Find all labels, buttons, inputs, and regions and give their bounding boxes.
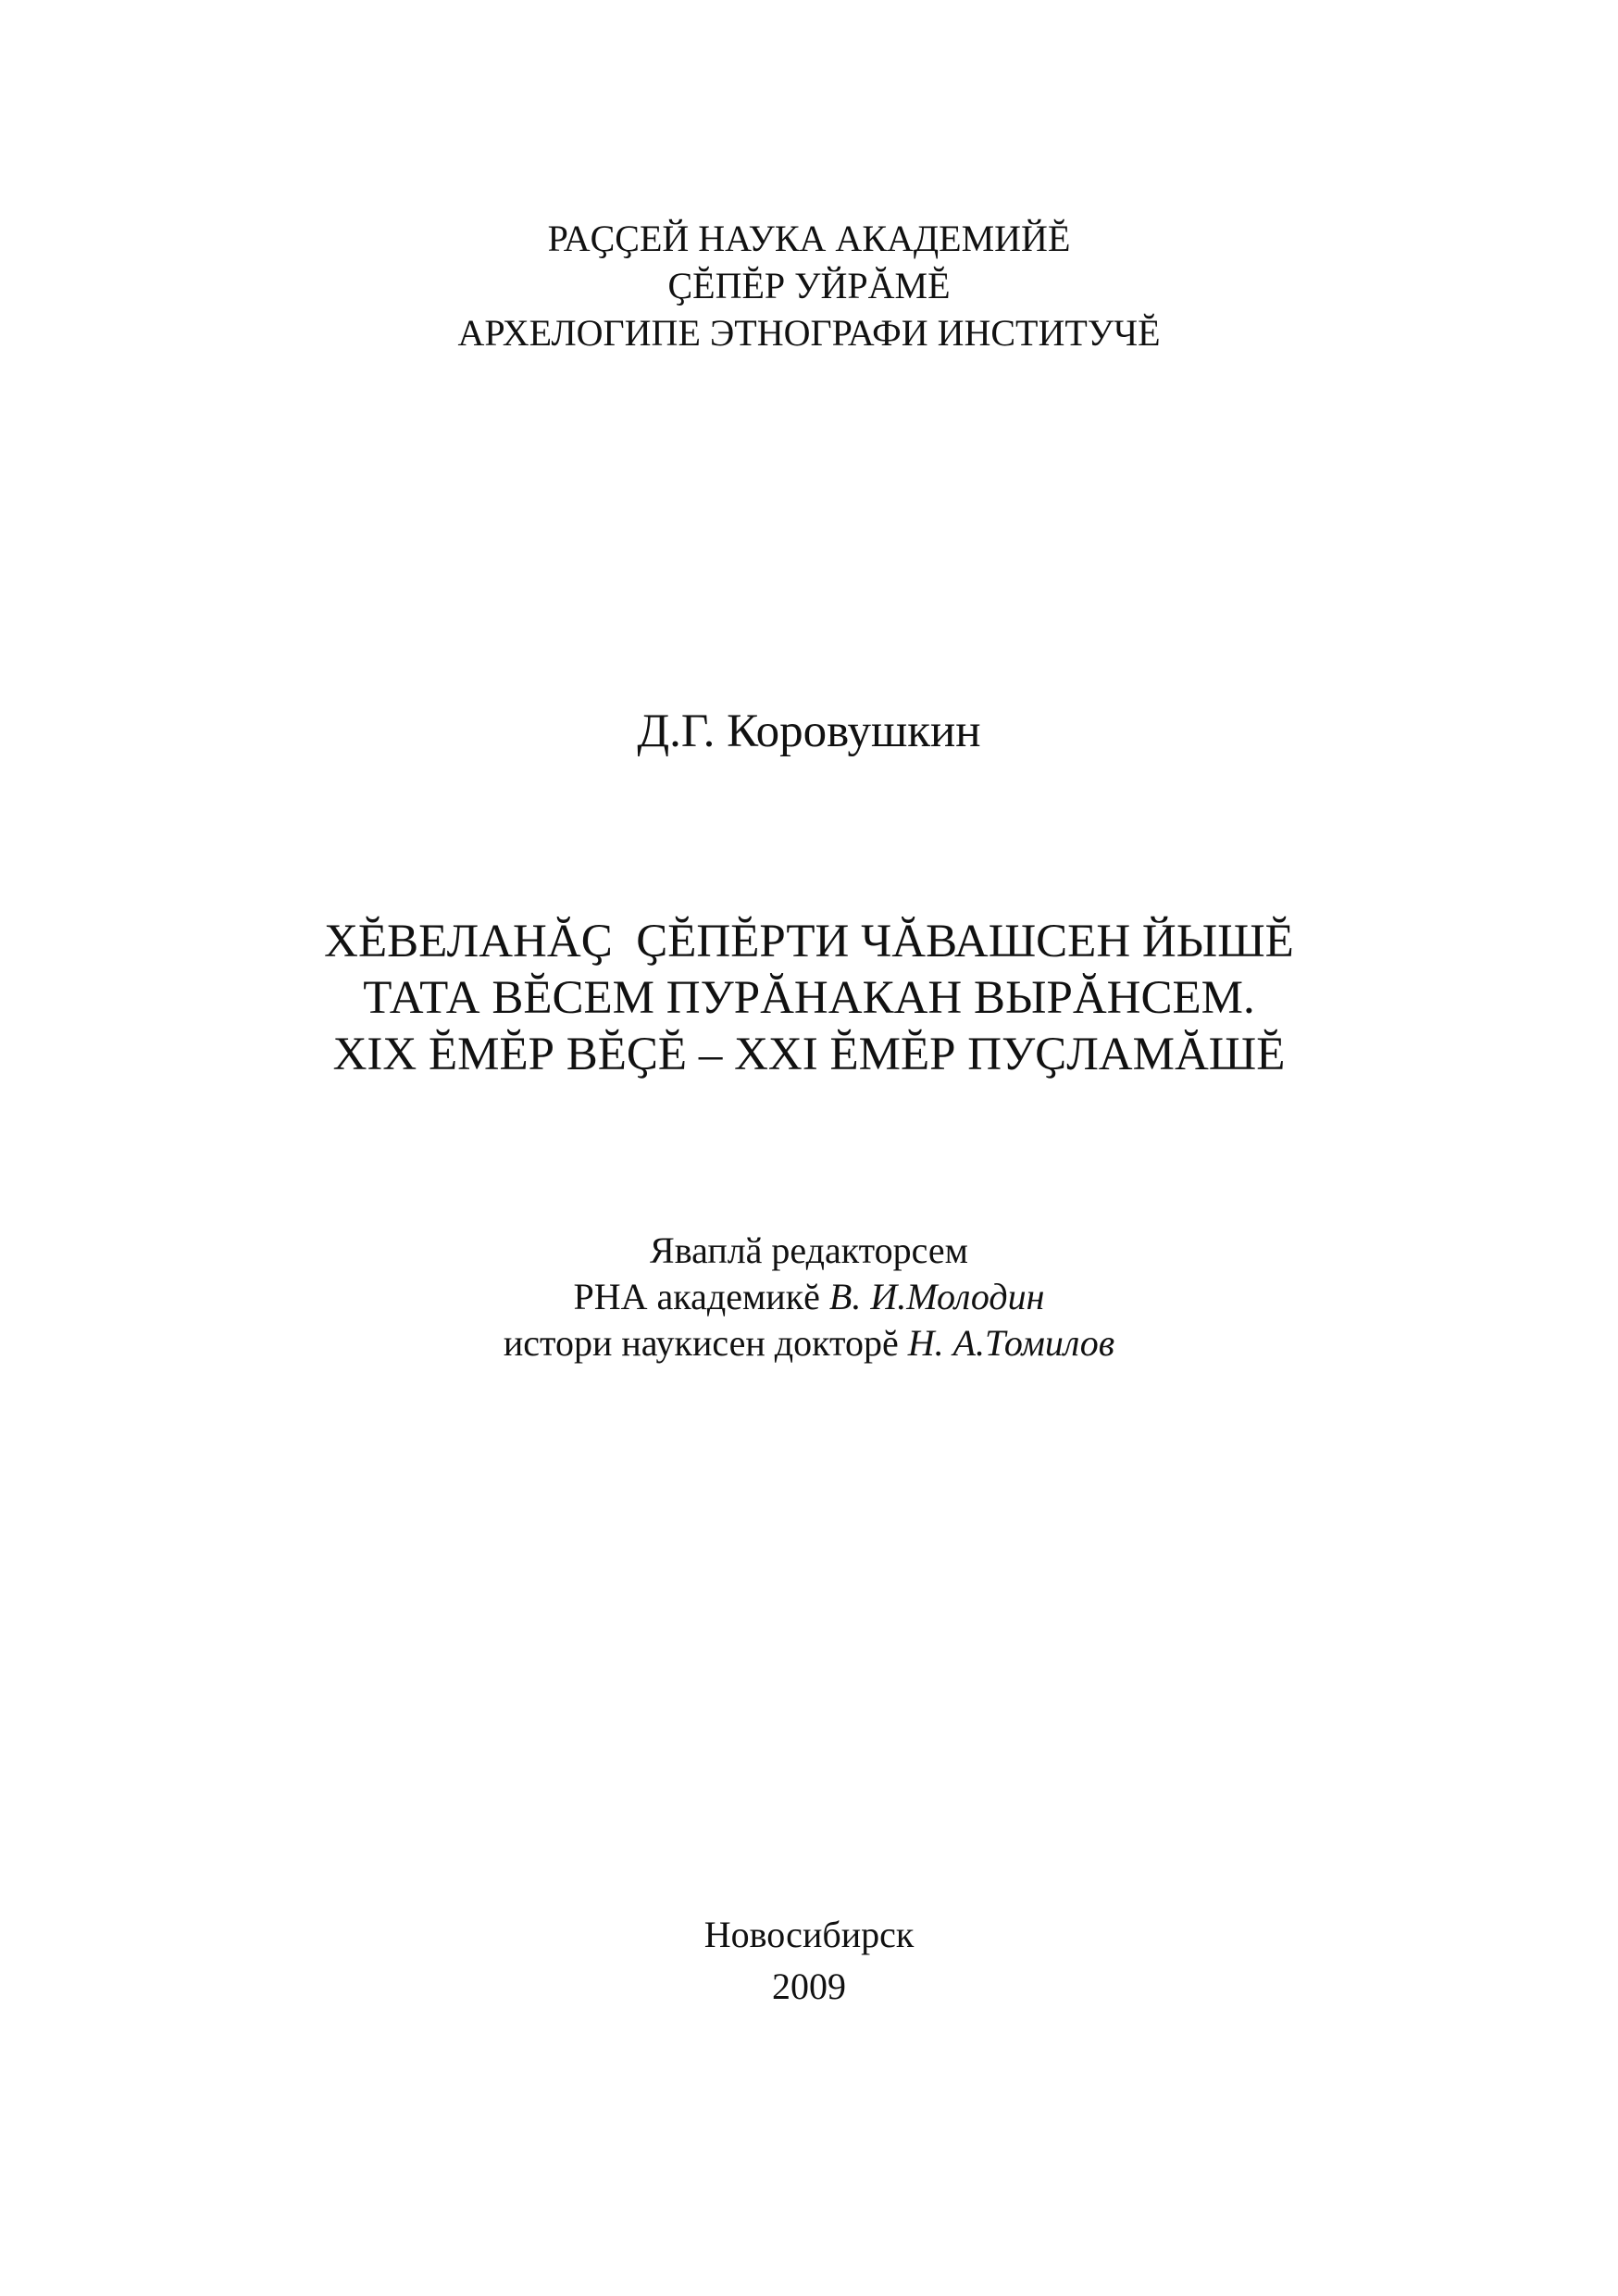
editor-2-title: истори наукисен докторĕ <box>503 1322 908 1364</box>
editor-2-name: Н. А.Томилов <box>907 1322 1115 1364</box>
imprint-year: 2009 <box>772 1965 846 2007</box>
editor-1-name: В. И.Молодин <box>828 1276 1045 1317</box>
title-line-2: ТАТА ВĔСЕМ ПУРĂНАКАН ВЫРĂНСЕМ. <box>363 972 1255 1024</box>
editor-2 <box>0 1320 1618 1366</box>
editor-1-title: РНА академикĕ <box>573 1276 829 1317</box>
author-text: Д.Г. Коровушкин <box>637 705 981 757</box>
imprint-city: Новосибирск <box>703 1914 915 1955</box>
institution-line-2: ҪĔПĔР УЙРĂМĔ <box>667 265 951 306</box>
editor-1 <box>0 1274 1618 1320</box>
imprint <box>0 1909 1618 2013</box>
book-title <box>0 914 1618 1083</box>
title-line-3: XIX ĔМĔР ВĔҪĔ – XXI ĔМĔР ПУҪЛАМĂШĔ <box>332 1029 1286 1080</box>
institution-header <box>0 215 1618 356</box>
editors-heading: Яваплӑ редакторсем <box>650 1229 968 1271</box>
author-name <box>0 702 1618 761</box>
title-line-1: ХĔВЕЛАНĂҪ ҪĔПĔРТИ ЧĂВАШСЕН ЙЫШĔ <box>324 916 1294 967</box>
institution-line-3: АРХЕЛОГИПЕ ЭТНОГРАФИ ИНСТИТУЧĔ <box>457 312 1161 354</box>
editors-section <box>0 1228 1618 1366</box>
institution-line-1: РАҪҪЕЙ НАУКА АКАДЕМИЙĔ <box>547 218 1071 259</box>
